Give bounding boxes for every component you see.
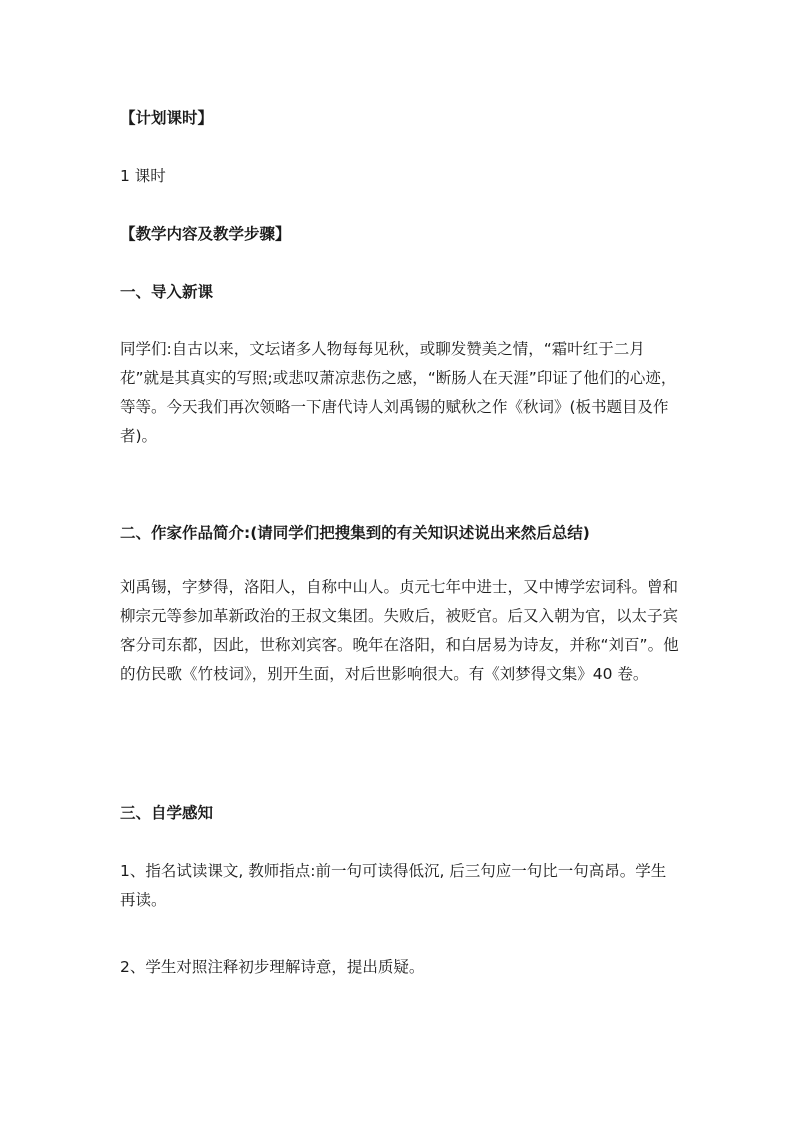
heading-teaching-content: 【教学内容及教学步骤】: [120, 225, 291, 243]
section-title-self-study: 三、自学感知: [120, 804, 214, 822]
section-intro-paragraph: 同学们:自古以来，文坛诸多人物每每见秋，或聊发赞美之情，“霜叶红于二月花”就是其真实的写照;或悲叹萧凉悲伤之感，“断肠人在天涯”印证了他们的心迹，等等。今天我们再次领略一下唐代诗人刘禹锡的赋秋之作《秋词》(板书题目及作者)。: [120, 340, 677, 445]
heading-plan-hours: 【计划课时】: [120, 109, 214, 127]
self-study-item-2: 2、学生对照注释初步理解诗意，提出质疑。: [120, 958, 425, 976]
self-study-item-1: 1、指名试读课文, 教师指点:前一句可读得低沉, 后三句应一句比一句高昂。学生再读。: [120, 862, 667, 909]
section-title-author: 二、作家作品简介:(请同学们把搜集到的有关知识述说出来然后总结): [120, 524, 590, 542]
section-author-paragraph: 刘禹锡，字梦得，洛阳人，自称中山人。贞元七年中进士，又中博学宏词科。曾和柳宗元等参加革新政治的王叔文集团。失败后，被贬官。后又入朝为官，以太子宾客分司东都，因此，世称刘宾客。晚年在洛阳，和白居易为诗友，并称“刘百”。他的仿民歌《竹枝词》，别开生面，对后世影响很大。有《刘梦得文集》40 卷。: [120, 578, 679, 683]
plan-hours-value: 1 课时: [120, 167, 166, 185]
section-title-intro: 一、导入新课: [120, 283, 214, 301]
